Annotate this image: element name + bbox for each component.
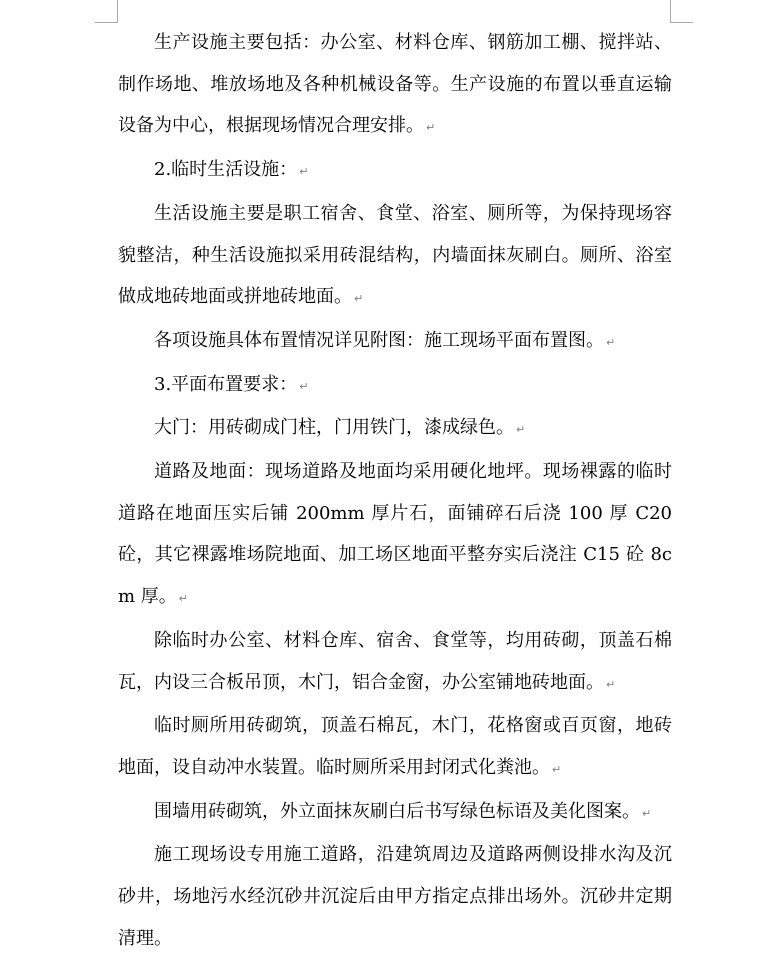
paragraph-mark-icon: ↵ [178, 592, 189, 606]
paragraph-text: 道路及地面：现场道路及地面均采用硬化地坪。现场裸露的临时道路在地面压实后铺 200mm 厚片石，面铺碎石后浇 100 厚 C20 砼，其它裸露堆场院地面、加工场区地面平整夯实后浇注 C15 砼 8cm 厚。 [118, 461, 672, 608]
crop-mark-top-right [670, 0, 693, 23]
paragraph-mark-icon: ↵ [426, 121, 436, 135]
paragraph-heading-living-facilities [118, 149, 672, 193]
paragraph-boundary-wall [118, 791, 672, 835]
paragraph-mark-icon: ↵ [606, 335, 616, 349]
paragraph-mark-icon: ↵ [354, 292, 364, 306]
paragraph-mark-icon: ↵ [606, 677, 616, 691]
paragraph-text: 临时厕所用砖砌筑，顶盖石棉瓦，木门，花格窗或百页窗，地砖地面，设自动冲水装置。临时厕所采用封闭式化粪池。 [118, 715, 672, 778]
paragraph-production-facilities [118, 22, 672, 149]
document-body[interactable] [118, 22, 672, 961]
paragraph-layout-reference [118, 320, 672, 364]
paragraph-text: 3.平面布置要求： [154, 373, 298, 395]
paragraph-text: 各项设施具体布置情况详见附图：施工现场平面布置图。 [154, 329, 604, 351]
paragraph-mark-icon: ↵ [516, 423, 526, 437]
paragraph-text: 施工现场设专用施工道路，沿建筑周边及道路两侧设排水沟及沉砂井，场地污水经沉砂井沉淀后由甲方指定点排出场外。沉砂井定期清理。 [118, 844, 672, 949]
paragraph-temporary-buildings [118, 620, 672, 705]
paragraph-mark-icon: ↵ [552, 762, 562, 776]
paragraph-text: 生产设施主要包括：办公室、材料仓库、钢筋加工棚、搅拌站、制作场地、堆放场地及各种机械设备等。生产设施的布置以垂直运输设备为中心，根据现场情况合理安排。 [118, 32, 672, 137]
paragraph-gate [118, 407, 672, 451]
paragraph-roads-ground [118, 451, 672, 620]
paragraph-site-drainage [118, 834, 672, 961]
crop-mark-top-left [95, 0, 118, 23]
paragraph-text: 除临时办公室、材料仓库、宿舍、食堂等，均用砖砌，顶盖石棉瓦，内设三合板吊顶，木门，铝合金窗，办公室铺地砖地面。 [118, 629, 672, 693]
paragraph-mark-icon: ↵ [299, 379, 309, 393]
paragraph-heading-layout-requirements [118, 364, 672, 408]
paragraph-text: 2.临时生活设施： [154, 159, 298, 181]
paragraph-living-facilities [118, 193, 672, 320]
paragraph-text: 围墙用砖砌筑，外立面抹灰刷白后书写绿色标语及美化图案。 [154, 800, 640, 822]
paragraph-text: 生活设施主要是职工宿舍、食堂、浴室、厕所等，为保持现场容貌整洁，种生活设施拟采用砖混结构，内墙面抹灰刷白。厕所、浴室做成地砖地面或拼地砖地面。 [118, 202, 672, 308]
paragraph-text: 大门：用砖砌成门柱，门用铁门，漆成绿色。 [154, 417, 514, 439]
paragraph-temporary-toilets [118, 705, 672, 790]
paragraph-mark-icon: ↵ [642, 806, 652, 820]
paragraph-mark-icon: ↵ [299, 165, 309, 179]
